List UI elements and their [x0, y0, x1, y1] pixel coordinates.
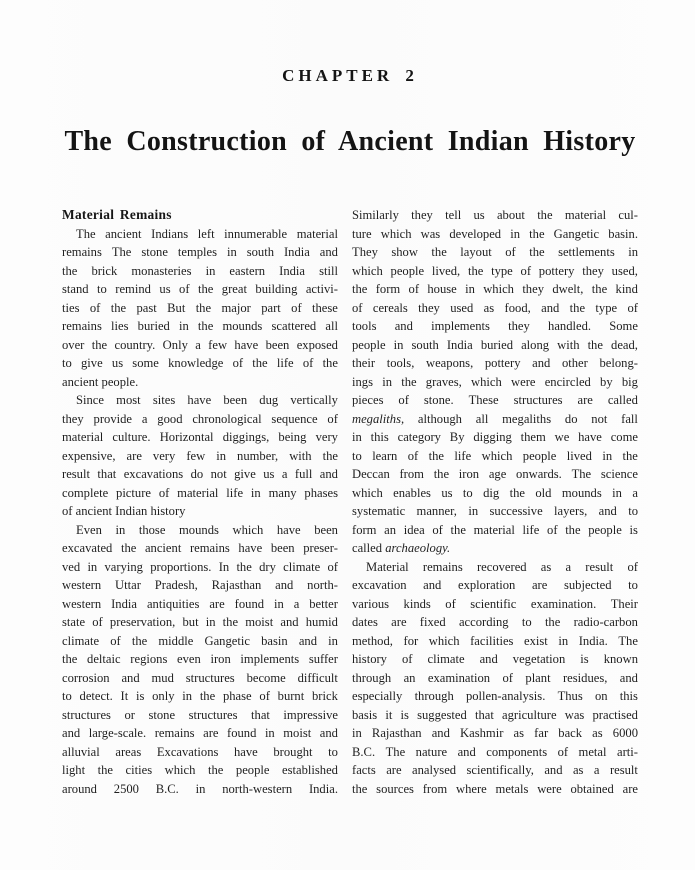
chapter-label: CHAPTER 2: [282, 66, 418, 85]
right-column-body: [352, 206, 638, 798]
text-line: B.C. The nature and components of metal arti-: [352, 744, 638, 759]
text-line: tools and implements they handled. Some: [352, 319, 638, 333]
text-line: ings in the graves, which were encircled by big: [352, 374, 638, 389]
text-line: material culture. Horizontal diggings, being very: [62, 430, 338, 444]
text-line: method, for which facilities exist in India. The: [352, 633, 638, 648]
text-line: which enables us to dig the old mounds in a: [352, 485, 638, 500]
text-line: and large-scale. remains are found in moist and: [62, 726, 338, 740]
text-line: systematic manner, in successive layers, and to: [352, 504, 638, 518]
text-line: remains lies buried in the mounds scattered all: [62, 319, 338, 333]
text-line: they provide a good chronological sequence of: [62, 411, 338, 426]
text-line: dates are fixed according to the radio-carbon: [352, 615, 638, 629]
left-column: [62, 206, 338, 798]
text-line: expensive, are very few in number, with the: [62, 448, 338, 463]
text-line: the brick monasteries in eastern India still: [62, 263, 338, 278]
text-line: ties of the past But the major part of these: [62, 300, 338, 315]
text-line: through an examination of plant residues, and: [352, 670, 638, 685]
right-column: [352, 206, 638, 798]
text-line: ture which was developed in the Gangetic basin.: [352, 226, 638, 241]
text-line: in Rajasthan and Kashmir as far back as 6000: [352, 726, 638, 740]
text-line: to detect. It is only in the phase of burnt brick: [62, 689, 338, 703]
text-line: of cereals they used as food, and the type of: [352, 300, 638, 315]
page-title: The Construction of Ancient Indian History: [64, 126, 636, 157]
text-line: to learn of the life which people lived in the: [352, 448, 638, 463]
text-line: climate of the middle Gangetic basin and in: [62, 633, 338, 648]
text-line: Similarly they tell us about the material cul-: [352, 208, 638, 222]
text-line: structures or stone structures that impressive: [62, 707, 338, 722]
text-line: people in south India buried along with the dead,: [352, 337, 638, 352]
text-line: megaliths, although all megaliths do not fall: [352, 411, 638, 426]
text-line: of ancient Indian history: [62, 504, 189, 518]
text-line: ved in varying proportions. In the dry climate of: [62, 559, 338, 574]
text-line: basis it is suggested that agriculture was practised: [352, 707, 638, 722]
text-line: over the country. Only a few have been exposed: [62, 337, 338, 352]
text-line: western Uttar Pradesh, Rajasthan and north-: [62, 578, 338, 592]
text-line: complete picture of material life in many phases: [62, 485, 338, 500]
text-line: the deltaic regions even iron implements suffer: [62, 652, 338, 666]
text-line: western India antiquities are found in a better: [62, 596, 338, 611]
text-line: remains The stone temples in south India and: [62, 245, 338, 259]
text-line: to give us some knowledge of the life of the: [62, 356, 338, 370]
text-line: alluvial areas Excavations have brought to: [62, 744, 338, 759]
text-line: Since most sites have been dug vertically: [76, 393, 338, 407]
text-line: excavated the ancient remains have been preser-: [62, 541, 338, 555]
text-line: around 2500 B.C. in north-western India.: [62, 781, 338, 796]
text-line: excavation and exploration are subjected to: [352, 578, 638, 592]
text-line: form an idea of the material life of the people is: [352, 522, 638, 537]
text-line: result that excavations do not give us a full and: [62, 467, 338, 481]
text-line: especially through pollen-analysis. Thus on this: [352, 689, 638, 703]
text-line: various kinds of scientific examination. Their: [352, 596, 638, 611]
text-line: history of climate and vegetation is known: [352, 652, 638, 666]
text-line: which people lived, the type of pottery they used,: [352, 263, 638, 278]
left-column-body: [62, 225, 338, 799]
text-line: their tools, weapons, pottery and other belong-: [352, 356, 638, 370]
text-columns: [62, 206, 638, 798]
text-line: Deccan from the iron age onwards. The science: [352, 467, 638, 481]
text-line: in this category By digging them we have come: [352, 430, 638, 444]
text-line: called archaeology.: [352, 541, 454, 555]
text-line: The ancient Indians left innumerable material: [76, 226, 338, 241]
text-line: facts are analysed scientifically, and as a result: [352, 763, 638, 777]
section-heading: Material Remains: [62, 207, 172, 222]
text-line: Even in those mounds which have been: [76, 522, 338, 537]
text-line: ancient people.: [62, 374, 142, 389]
text-line: state of preservation, but in the moist and humid: [62, 615, 338, 629]
text-line: light the cities which the people established: [62, 763, 338, 777]
text-line: stand to remind us of the great building activi-: [62, 282, 338, 296]
text-line: corrosion and mud structures become difficult: [62, 670, 338, 685]
text-line: Material remains recovered as a result of: [366, 559, 638, 574]
text-line: They show the layout of the settlements in: [352, 245, 638, 259]
text-line: the sources from where metals were obtained are: [352, 781, 638, 796]
text-line: pieces of stone. These structures are called: [352, 393, 638, 407]
text-line: the form of house in which they dwelt, the kind: [352, 282, 638, 296]
